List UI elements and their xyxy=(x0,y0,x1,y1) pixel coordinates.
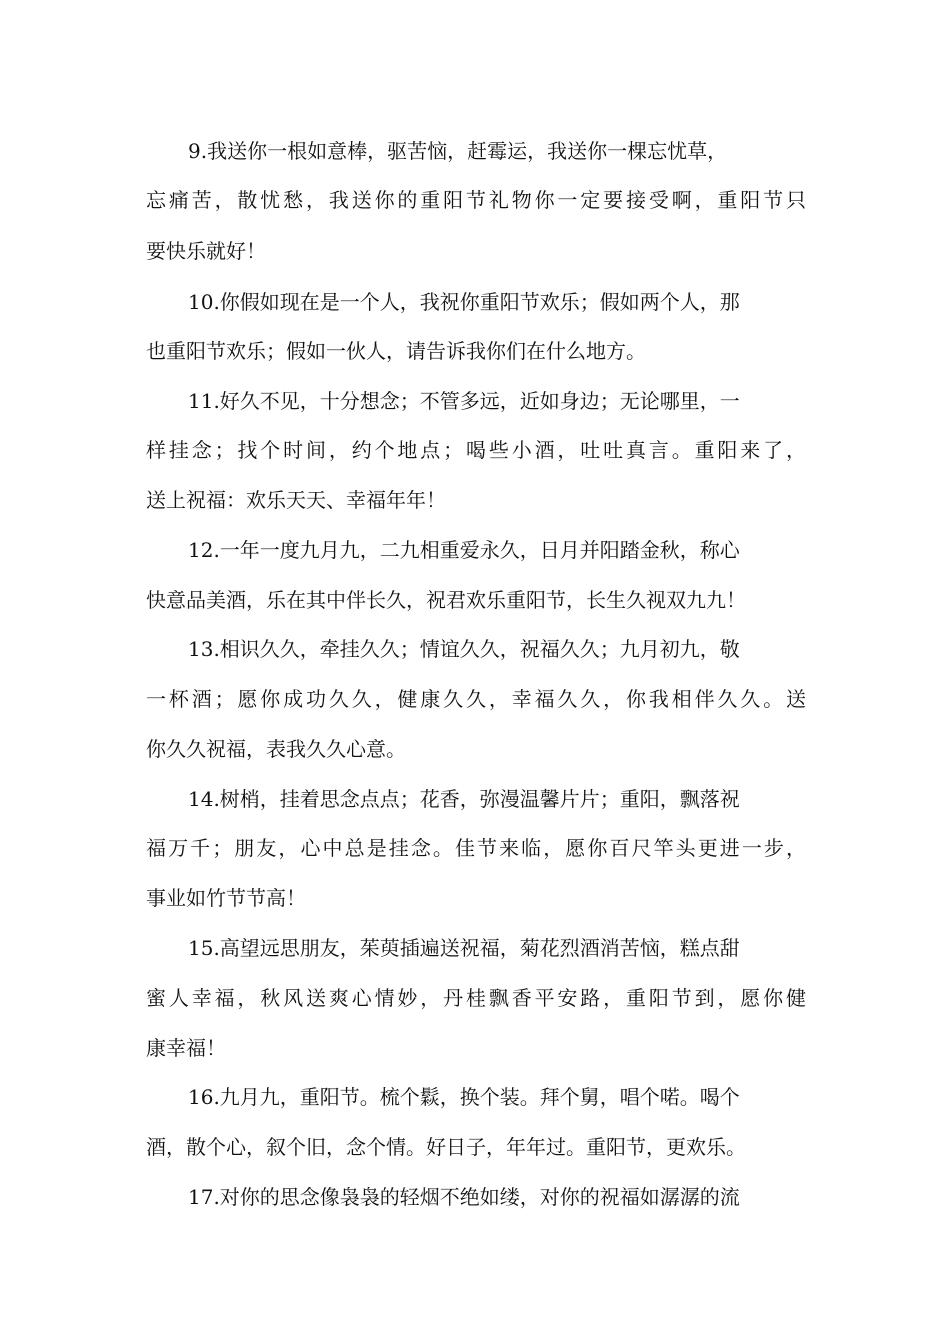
paragraph-9-line-3: 要快乐就好！ xyxy=(146,239,266,263)
paragraph-15-line-2: 蜜人幸福，秋风送爽心情妙，丹桂飘香平安路，重阳节到，愿你健 xyxy=(146,986,806,1010)
paragraph-17-line-1: 17.对你的思念像袅袅的轻烟不绝如缕，对你的祝福如潺潺的流 xyxy=(188,1185,740,1209)
paragraph-15-line-3: 康幸福！ xyxy=(146,1036,226,1060)
paragraph-13-line-3: 你久久祝福，表我久久心意。 xyxy=(146,737,406,761)
paragraph-11-line-3: 送上祝福：欢乐天天、幸福年年！ xyxy=(146,488,446,512)
paragraph-10-line-1: 10.你假如现在是一个人，我祝你重阳节欢乐；假如两个人，那 xyxy=(188,290,740,314)
paragraph-11-line-1: 11.好久不见，十分想念；不管多远，近如身边；无论哪里，一 xyxy=(188,389,740,413)
paragraph-16-line-1: 16.九月九，重阳节。梳个鬏，换个装。拜个舅，唱个喏。喝个 xyxy=(188,1085,740,1109)
paragraph-14-line-1: 14.树梢，挂着思念点点；花香，弥漫温馨片片；重阳，飘落祝 xyxy=(188,787,740,811)
paragraph-16-line-2: 酒，散个心，叙个旧，念个情。好日子，年年过。重阳节，更欢乐。 xyxy=(146,1135,746,1159)
paragraph-15-line-1: 15.高望远思朋友，茱萸插遍送祝福，菊花烈酒消苦恼，糕点甜 xyxy=(188,936,740,960)
paragraph-10-line-2: 也重阳节欢乐；假如一伙人，请告诉我你们在什么地方。 xyxy=(146,339,646,363)
paragraph-11-line-2: 样挂念；找个时间，约个地点；喝些小酒，吐吐真言。重阳来了， xyxy=(146,438,806,462)
paragraph-14-line-2: 福万千；朋友，心中总是挂念。佳节来临，愿你百尺竿头更进一步， xyxy=(146,836,806,860)
paragraph-12-line-2: 快意品美酒，乐在其中伴长久，祝君欢乐重阳节，长生久视双九九！ xyxy=(146,588,746,612)
paragraph-12-line-1: 12.一年一度九月九，二九相重爱永久，日月并阳踏金秋，称心 xyxy=(188,538,740,562)
paragraph-13-line-2: 一杯酒；愿你成功久久，健康久久，幸福久久，你我相伴久久。送 xyxy=(146,687,806,711)
paragraph-13-line-1: 13.相识久久，牵挂久久；情谊久久，祝福久久；九月初九，敬 xyxy=(188,637,740,661)
paragraph-9-line-2: 忘痛苦，散忧愁，我送你的重阳节礼物你一定要接受啊，重阳节只 xyxy=(146,188,806,212)
paragraph-9-line-1: 9.我送你一根如意棒，驱苦恼，赶霉运，我送你一棵忘忧草， xyxy=(188,139,728,163)
paragraph-14-line-3: 事业如竹节节高！ xyxy=(146,886,306,910)
